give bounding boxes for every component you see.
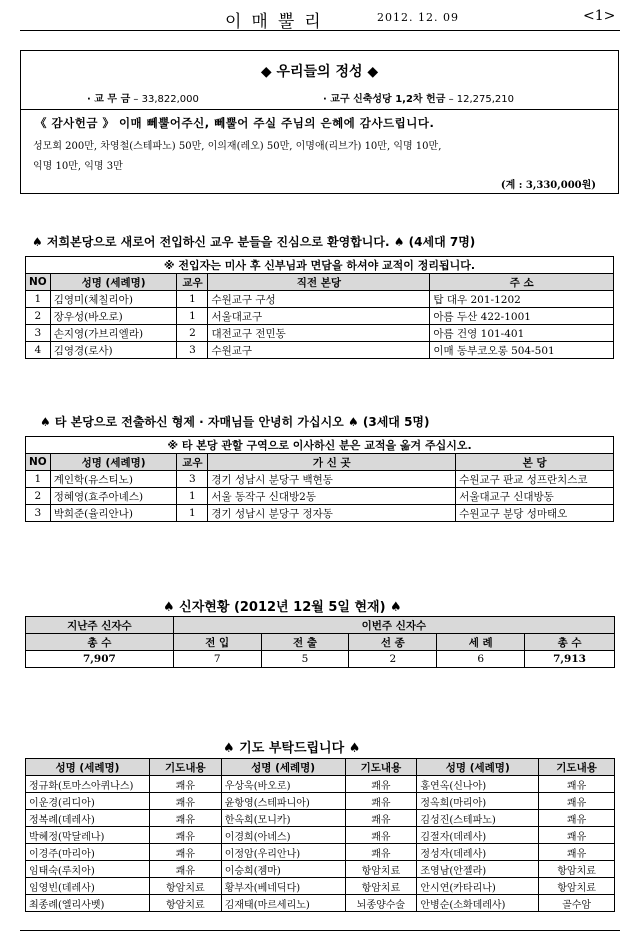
table-cell: 쾌유 [345, 793, 417, 810]
table-cell: 쾌유 [539, 827, 615, 844]
column-header: 성명 (세례명) [26, 759, 150, 776]
table-cell: 쾌유 [149, 844, 221, 861]
table-row [26, 488, 614, 505]
table-cell: 쾌유 [149, 810, 221, 827]
table-row [26, 878, 615, 895]
tithe-label: · 교 무 금 [87, 94, 131, 105]
table-cell: 아름 두산 422-1001 [430, 308, 614, 325]
newcomers-heading: ♠ 저희본당으로 새로어 전입하신 교우 분들을 진심으로 환영합니다. ♠ (4세대 7명) [32, 235, 476, 249]
table-cell: 수원교구 구성 [208, 291, 430, 308]
table-cell: 김재태(마르세리노) [221, 895, 345, 912]
table-cell: 계인학(유스티노) [50, 471, 177, 488]
column-header: 성명 (세례명) [221, 759, 345, 776]
table-cell: 장우성(바오로) [50, 308, 177, 325]
baptisms-value: 6 [437, 651, 525, 668]
donor-line: 익명 10만, 익명 3만 [33, 161, 123, 172]
table-cell: 홍연옥(신나아) [417, 776, 539, 793]
out-label: 전 출 [261, 634, 349, 651]
table-cell: 수원교구 분당 성마태오 [456, 505, 614, 522]
page-bottom-rule [20, 930, 620, 931]
page-header [20, 4, 620, 31]
table-cell: 쾌유 [149, 827, 221, 844]
table-cell: 박혜정(막달레나) [26, 827, 150, 844]
page-number: <1> [583, 8, 616, 24]
table-cell: 1 [177, 488, 208, 505]
table-cell: 3 [26, 505, 51, 522]
prayer-heading: ♠ 기도 부탁드립니다 ♠ [223, 741, 361, 756]
table-cell: 서울 동작구 신대방2동 [208, 488, 456, 505]
bulletin-title: 이매뿔리 [225, 12, 331, 32]
last-week-label: 지난주 신자수 [26, 617, 174, 634]
table-cell: 정혜영(효주아녜스) [50, 488, 177, 505]
census-table [25, 616, 615, 668]
baptisms-label: 세 례 [437, 634, 525, 651]
table-cell: 윤항영(스테파니아) [221, 793, 345, 810]
table-cell: 이매 동부코오롱 504-501 [430, 342, 614, 359]
table-cell: 김영경(로사) [50, 342, 177, 359]
table-cell: 안시연(카타리나) [417, 878, 539, 895]
table-cell: 손지영(가브리엘라) [50, 325, 177, 342]
column-header: 성명 (세례명) [417, 759, 539, 776]
table-row [26, 861, 615, 878]
table-row [26, 342, 614, 359]
donor-line: 성모회 200만, 차영철(스테파노) 50만, 이의재(레오) 50만, 이명애(리브가) 10만, 익명 10만, [33, 141, 442, 152]
table-cell: 정옥희(마리아) [417, 793, 539, 810]
table-cell: 4 [26, 342, 51, 359]
table-cell: 2 [26, 488, 51, 505]
table-cell: 뇌종양수술 [345, 895, 417, 912]
table-row [26, 505, 614, 522]
table-cell: 수원교구 [208, 342, 430, 359]
table-cell: 1 [26, 471, 51, 488]
table-cell: 1 [177, 308, 208, 325]
table-cell: 골수암 [539, 895, 615, 912]
table-row [26, 308, 614, 325]
column-header: 교우 [177, 454, 208, 471]
table-cell: 한옥희(모니카) [221, 810, 345, 827]
table-cell: 경기 성남시 분당구 정자동 [208, 505, 456, 522]
table-cell: 항암치료 [345, 861, 417, 878]
in-value: 7 [173, 651, 261, 668]
table-row [26, 827, 615, 844]
table-row [26, 793, 615, 810]
table-cell: 3 [26, 325, 51, 342]
this-total-value: 7,913 [525, 651, 615, 668]
tithe-amount [87, 90, 199, 105]
table-cell: 조영남(안젤라) [417, 861, 539, 878]
column-header: 성명 (세례명) [50, 454, 177, 471]
table-cell: 항암치료 [149, 878, 221, 895]
column-header: NO [26, 454, 51, 471]
table-cell: 쾌유 [345, 844, 417, 861]
newcomers-table [25, 256, 614, 359]
table-cell: 항암치료 [539, 878, 615, 895]
table-row [26, 776, 615, 793]
table-cell: 1 [26, 291, 51, 308]
table-row [26, 810, 615, 827]
table-cell: 안병순(소화데레사) [417, 895, 539, 912]
thanks-offering-text: 《 감사헌금 》 이매 뻬뿔어주신, 뻬뿔어 주실 주님의 은혜에 감사드립니다. [35, 116, 435, 130]
table-cell: 쾌유 [149, 776, 221, 793]
table-cell: 쾌유 [539, 844, 615, 861]
transfers-note: ※ 타 본당 관할 구역으로 이사하신 분은 교적을 옮겨 주십시오. [26, 437, 614, 454]
deaths-value: 2 [349, 651, 437, 668]
table-cell: 2 [177, 325, 208, 342]
table-cell: 항암치료 [149, 895, 221, 912]
table-cell: 항암치료 [539, 861, 615, 878]
table-cell: 황부자(베네딕다) [221, 878, 345, 895]
table-cell: 수원교구 판교 성프란치스코 [456, 471, 614, 488]
offering-title: ◆ 우리들의 정성 ◆ [260, 64, 379, 80]
table-cell: 우상욱(바오로) [221, 776, 345, 793]
table-cell: 이경희(아녜스) [221, 827, 345, 844]
offering-divider [21, 109, 618, 110]
table-cell: 이경주(마리아) [26, 844, 150, 861]
table-cell: 서울대교구 [208, 308, 430, 325]
table-cell: 대전교구 전민동 [208, 325, 430, 342]
table-cell: 쾌유 [539, 810, 615, 827]
table-cell: 쾌유 [345, 776, 417, 793]
table-row [26, 844, 615, 861]
census-heading: ♠ 신자현황 (2012년 12월 5일 현재) ♠ [163, 600, 402, 615]
column-header: 교우 [177, 274, 208, 291]
last-total-value: 7,907 [26, 651, 174, 668]
this-total-label: 총 수 [525, 634, 615, 651]
table-cell: 탑 대우 201-1202 [430, 291, 614, 308]
table-row [26, 325, 614, 342]
table-row [26, 291, 614, 308]
table-cell: 박희준(율리안나) [50, 505, 177, 522]
table-cell: 김영미(체칠리아) [50, 291, 177, 308]
column-header: 성명 (세례명) [50, 274, 177, 291]
table-cell: 정성자(데레사) [417, 844, 539, 861]
building-amount [323, 90, 514, 105]
bulletin-date: 2012. 12. 09 [377, 11, 459, 24]
table-cell: 항암치료 [345, 878, 417, 895]
column-header: 주 소 [430, 274, 614, 291]
prayer-table [25, 758, 615, 912]
column-header: 기도내용 [149, 759, 221, 776]
in-label: 전 입 [173, 634, 261, 651]
this-week-label: 이번주 신자수 [173, 617, 614, 634]
offering-total: (계 : 3,330,000원) [500, 180, 596, 191]
table-cell: 3 [177, 471, 208, 488]
out-value: 5 [261, 651, 349, 668]
transfers-table [25, 436, 614, 522]
building-value: – 12,275,210 [448, 94, 515, 105]
last-total-label: 총 수 [26, 634, 174, 651]
table-cell: 정규화(토마스아퀴나스) [26, 776, 150, 793]
table-cell: 임영빈(데레사) [26, 878, 150, 895]
table-cell: 3 [177, 342, 208, 359]
table-cell: 쾌유 [539, 776, 615, 793]
table-cell: 쾌유 [345, 827, 417, 844]
table-cell: 1 [177, 505, 208, 522]
table-cell: 서울대교구 신대방동 [456, 488, 614, 505]
column-header: 본 당 [456, 454, 614, 471]
table-row [26, 895, 615, 912]
column-header: 기도내용 [345, 759, 417, 776]
table-cell: 김절자(데레사) [417, 827, 539, 844]
transfers-heading: ♠ 타 본당으로 전출하신 형제 · 자매님들 안녕히 가십시오 ♠ (3세대 5명) [40, 415, 430, 429]
tithe-value: – 33,822,000 [133, 94, 199, 105]
table-cell: 이정암(우리안나) [221, 844, 345, 861]
column-header: 가 신 곳 [208, 454, 456, 471]
table-cell: 이운경(리디아) [26, 793, 150, 810]
table-cell: 쾌유 [149, 861, 221, 878]
table-cell: 쾌유 [149, 793, 221, 810]
column-header: 기도내용 [539, 759, 615, 776]
table-cell: 쾌유 [345, 810, 417, 827]
table-cell: 이승희(젬마) [221, 861, 345, 878]
table-cell: 쾌유 [539, 793, 615, 810]
column-header: 직전 본당 [208, 274, 430, 291]
offering-box [20, 50, 619, 194]
building-label: · 교구 신축성당 1,2차 헌금 [323, 94, 446, 105]
deaths-label: 선 종 [349, 634, 437, 651]
column-header: NO [26, 274, 51, 291]
table-cell: 임태숙(루치아) [26, 861, 150, 878]
table-cell: 정복례(데레사) [26, 810, 150, 827]
table-cell: 최종례(엘리사벳) [26, 895, 150, 912]
table-cell: 김성진(스테파노) [417, 810, 539, 827]
table-cell: 경기 성남시 분당구 백현동 [208, 471, 456, 488]
table-cell: 1 [177, 291, 208, 308]
newcomers-note: ※ 전입자는 미사 후 신부님과 면담을 하셔야 교적이 정리됩니다. [26, 257, 614, 274]
table-cell: 아름 건영 101-401 [430, 325, 614, 342]
table-row [26, 471, 614, 488]
donor-list [33, 137, 593, 177]
table-cell: 2 [26, 308, 51, 325]
